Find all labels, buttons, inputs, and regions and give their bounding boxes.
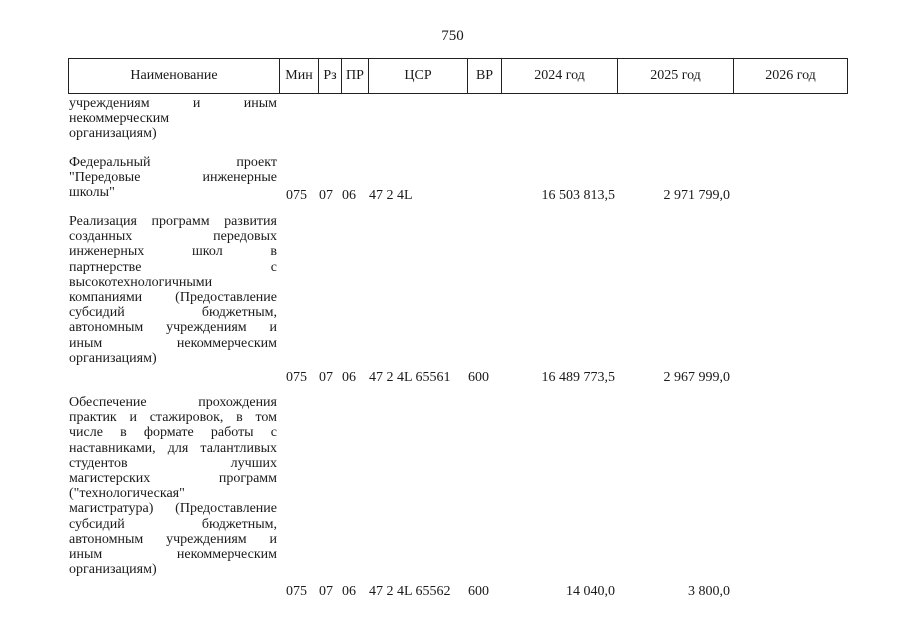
cell-pr: 06: [342, 188, 356, 203]
name-line: созданных передовых: [69, 229, 277, 245]
cell-csr: 47 2 4L 65562: [369, 584, 451, 599]
header-2026: 2026 год: [765, 68, 816, 83]
cell-rz: 07: [319, 188, 333, 203]
cell-rz: 07: [319, 370, 333, 385]
header-csr: ЦСР: [369, 59, 468, 93]
name-line: некоммерческим: [69, 111, 170, 127]
name-line: Федеральный проект: [69, 155, 277, 170]
cell-min: 075: [286, 188, 307, 203]
name-line: "Передовые инженерные: [69, 170, 277, 186]
cell-2024: 16 489 773,5: [541, 370, 615, 385]
cell-2025: 2 971 799,0: [663, 188, 730, 203]
name-line: иным некоммерческим: [69, 335, 277, 351]
header-2025: 2025 год: [618, 59, 734, 93]
name-line: субсидий бюджетным,: [69, 305, 277, 321]
table-header: [68, 58, 848, 94]
cell-2024: 14 040,0: [566, 584, 615, 599]
name-line: школы": [69, 185, 115, 201]
cell-vr: 600: [468, 370, 489, 385]
name-line: иным некоммерческим: [69, 547, 277, 563]
cell-csr: 47 2 4L: [369, 188, 413, 203]
name-line: наставниками, для талантливых: [69, 440, 277, 456]
cell-rz: 07: [319, 584, 333, 599]
cell-min: 075: [286, 584, 307, 599]
name-line: числе в формате работы с: [69, 425, 277, 441]
cell-2025: 3 800,0: [688, 584, 730, 599]
header-rz: Рз: [319, 59, 342, 93]
name-line: ("технологическая": [69, 486, 185, 502]
name-line: организациям): [69, 350, 157, 366]
header-vr: ВР: [468, 59, 502, 93]
name-line: учреждениям и иным: [69, 96, 277, 111]
name-line: автономным учреждениям и: [69, 320, 277, 336]
name-line: автономным учреждениям и: [69, 531, 277, 547]
name-line: инженерных школ в: [69, 244, 277, 260]
header-name: Наименование: [69, 59, 280, 93]
cell-vr: 600: [468, 584, 489, 599]
cell-pr: 06: [342, 584, 356, 599]
cell-2025: 2 967 999,0: [663, 370, 730, 385]
header-pr: ПР: [342, 59, 369, 93]
page-number: 750: [441, 28, 464, 44]
table-row-name: [69, 155, 277, 201]
name-line: Реализация программ развития: [69, 214, 277, 229]
table-row-name: [69, 395, 277, 577]
cell-2024: 16 503 813,5: [541, 188, 615, 203]
name-line: компаниями (Предоставление: [69, 290, 277, 306]
name-line: организациям): [69, 562, 157, 578]
table-row-name: [69, 96, 277, 142]
name-line: Обеспечение прохождения: [69, 395, 277, 410]
name-line: высокотехнологичными: [69, 274, 213, 290]
cell-csr: 47 2 4L 65561: [369, 370, 451, 385]
header-min: Мин: [280, 59, 319, 93]
name-line: магистратура) (Предоставление: [69, 501, 277, 517]
name-line: субсидий бюджетным,: [69, 516, 277, 532]
name-line: студентов лучших: [69, 455, 277, 471]
name-line: партнерстве с: [69, 259, 277, 275]
name-line: организациям): [69, 126, 157, 142]
table-row-name: [69, 214, 277, 366]
cell-min: 075: [286, 370, 307, 385]
name-line: магистерских программ: [69, 471, 277, 487]
header-2024: 2024 год: [502, 59, 618, 93]
name-line: практик и стажировок, в том: [69, 410, 277, 426]
cell-pr: 06: [342, 370, 356, 385]
